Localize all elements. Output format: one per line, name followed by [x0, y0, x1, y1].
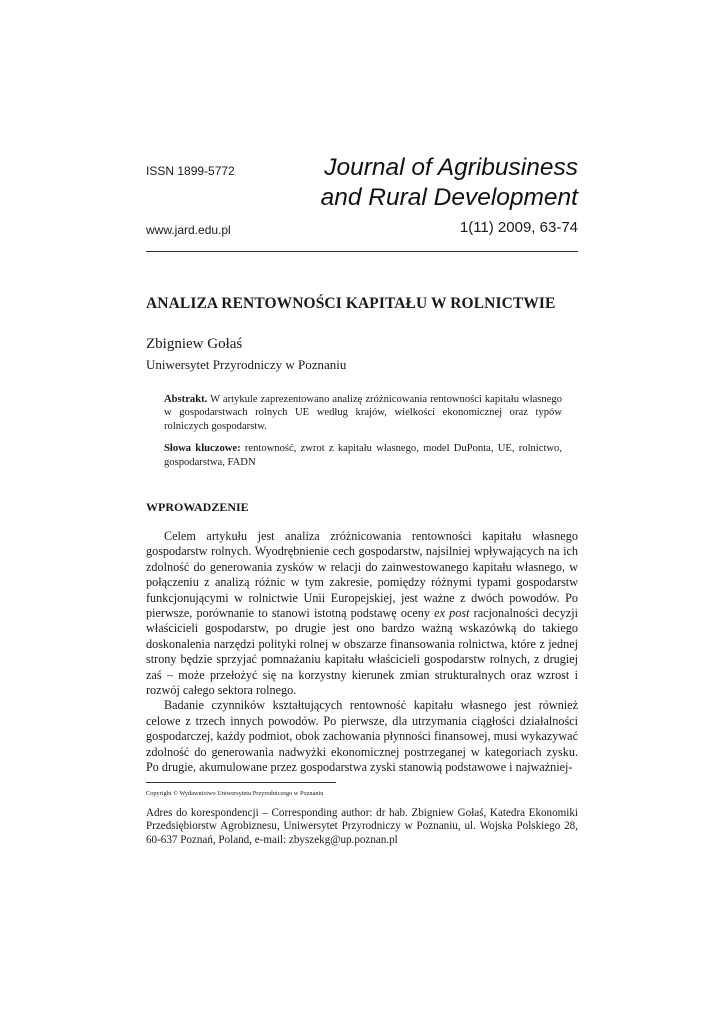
body-text: [146, 529, 578, 776]
keywords-paragraph: [164, 442, 562, 469]
abstract-paragraph: [164, 393, 562, 433]
p1-text-a: Celem artykułu jest analiza zróżnicowania rentowności kapitału własnego gospodarstw rolnych. Wyodrębnienie cech gospodarstw, najsilniej wpływających na ich zdolność do generowania zysków w relacji do zainwestowanego kapitału własnego, w połączeniu z analizą różnic w tym zakresie, pomiędzy różnymi typami gospodarstw funkcjonującymi w rolnictwie Unii Europejskiej, jest ważne z dwóch powodów. Po pierwsze, porównanie to stanowi istotną podstawę oceny: [146, 529, 578, 621]
issue-pages: 1(11) 2009, 63-74: [459, 219, 578, 236]
article-title: ANALIZA RENTOWNOŚCI KAPITAŁU W ROLNICTWIE: [146, 295, 556, 312]
author-name: Zbigniew Gołaś: [146, 336, 243, 352]
abstract-label: Abstrakt.: [164, 394, 208, 405]
p1-text-b: racjonalności decyzji właścicieli gospodarstw, po drugie jest ono bardzo ważną wskazówką do takiego doskonalenia narzędzi polityki rolnej w obszarze finansowania rolnictwa, które z jednej strony będzie sprzyjać pomnażaniu kapitału właścicieli gospodarstw rolnych, z drugiej zaś – może przełożyć się na korzystny kierunek zmian strukturalnych oraz wzrost i rozwój całego sektora rolnego.: [146, 606, 578, 698]
journal-url[interactable]: www.jard.edu.pl: [146, 223, 231, 237]
header-divider: [146, 251, 578, 252]
body-paragraph-1: [146, 529, 578, 698]
keywords-label: Słowa kluczowe:: [164, 443, 241, 455]
abstract-block: [164, 393, 562, 478]
journal-title: [321, 153, 578, 213]
correspondence-note: Adres do korespondencji – Corresponding author: dr hab. Zbigniew Gołaś, Katedra Ekonomiki Przedsiębiorstw Agrobiznesu, Uniwersytet Przyrodniczy w Poznaniu, ul. Wojska Polskiego 28, 60-637 Poznań, Poland, e-mail: zbyszekg@up.poznan.pl: [146, 807, 578, 846]
p1-emphasis: ex post: [434, 606, 470, 621]
keywords-text: rentowność, zwrot z kapitału własnego, model DuPonta, UE, rolnictwo, gospodarstwa, FADN: [164, 443, 562, 468]
section-heading: WPROWADZENIE: [146, 500, 249, 514]
copyright-note: Copyright © Wydawnictwo Uniwersytetu Przyrodniczego w Poznaniu: [146, 790, 324, 797]
journal-title-line-1: Journal of Agribusiness: [324, 154, 578, 181]
issn-number: ISSN 1899-5772: [146, 164, 235, 178]
abstract-text: W artykule zaprezentowano analizę zróżnicowania rentowności kapitału własnego w gospodarstwach rolnych UE według krajów, wielkości ekonomicznej oraz typów rolniczych gospodarstw.: [164, 394, 562, 432]
author-affiliation: Uniwersytet Przyrodniczy w Poznaniu: [146, 357, 347, 372]
journal-title-line-2: and Rural Development: [320, 184, 578, 211]
footnote-divider: [146, 782, 336, 783]
body-paragraph-2: Badanie czynników kształtujących rentowność kapitału własnego jest również celowe z trzech innych powodów. Po pierwsze, dla utrzymania ciągłości działalności gospodarczej, każdy podmiot, obok zachowania płynności finansowej, musi wykazywać zdolność do generowania nadwyżki ekonomicznej postrzeganej w kategoriach zysku. Po drugie, akumulowane przez gospodarstwa zyski stanowią podstawowe i najważniej-: [146, 698, 578, 775]
